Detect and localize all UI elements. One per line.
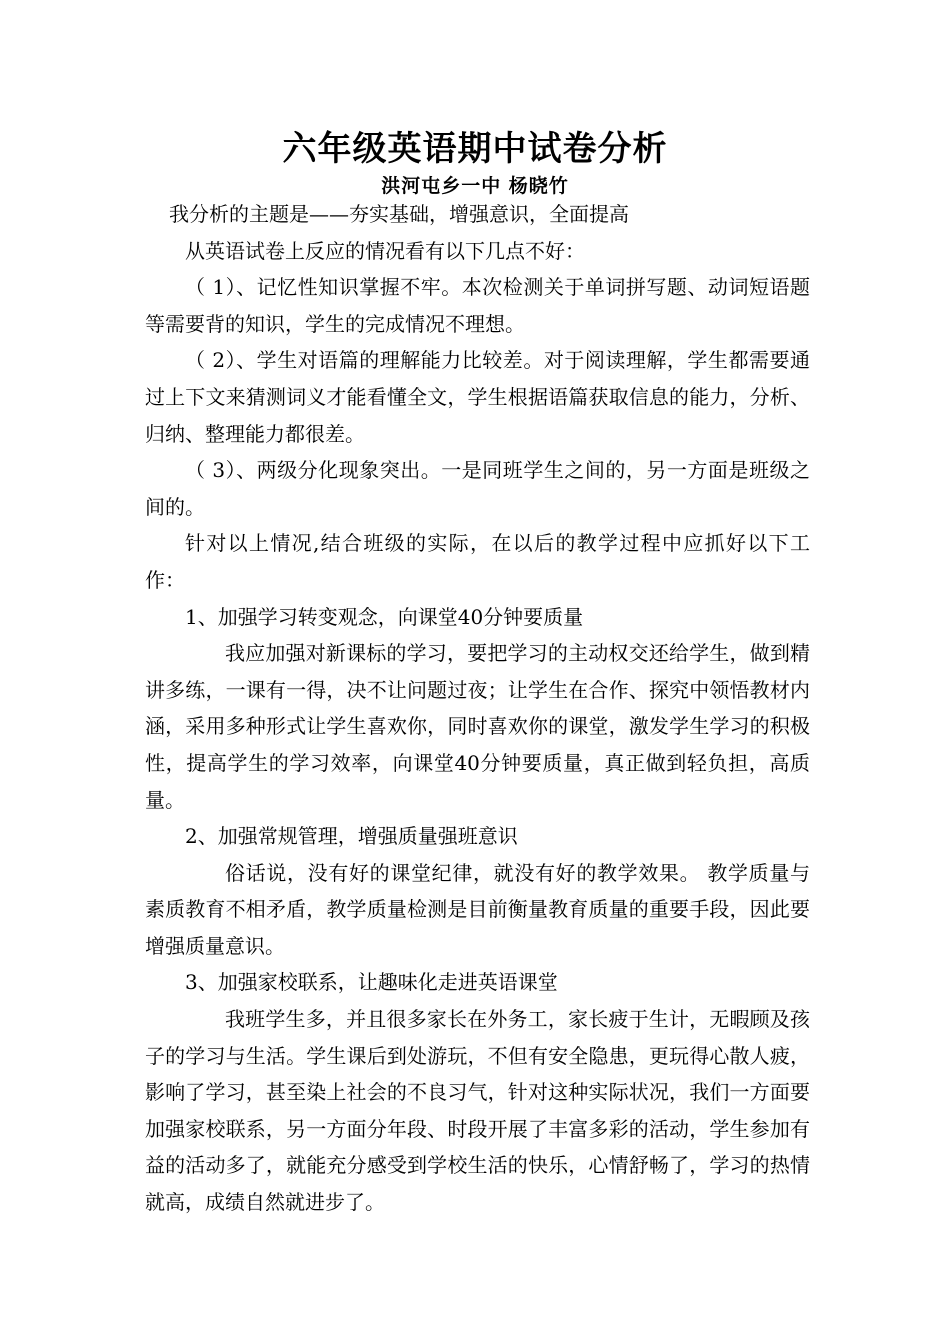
intro-paragraph: 从英语试卷上反应的情况看有以下几点不好：: [185, 238, 585, 263]
problem-paragraph-3: （ 3）、两级分化现象突出。一是同班学生之间的，另一方面是班级之间的。: [145, 458, 810, 519]
measure-paragraph-3: 我班学生多，并且很多家长在外务工，家长疲于生计，无暇顾及孩子的学习与生活。学生课后到处游玩，不但有安全隐患，更玩得心散人疲，影响了学习，甚至染上社会的不良习气，针对这种实际状况，我们一方面要加强家校联系，另一方面分年段、时段开展了丰富多彩的活动，学生参加有益的活动多了，就能充分感受到学校生活的快乐，心情舒畅了，学习的热情就高，成绩自然就进步了。: [145, 1007, 810, 1215]
author-line: 洪河屯乡一中 杨晓竹: [381, 175, 569, 197]
measure-heading-1: 1、加强学习转变观念，向课堂40分钟要质量: [185, 604, 584, 629]
problem-paragraph-1: （ 1）、记忆性知识掌握不牢。本次检测关于单词拼写题、动词短语题等需要背的知识，学生的完成情况不理想。: [145, 275, 810, 336]
measure-paragraph-2: 俗话说，没有好的课堂纪律，就没有好的教学效果。 教学质量与素质教育不相矛盾，教学质量检测是目前衡量教育质量的重要手段，因此要增强质量意识。: [145, 860, 810, 958]
theme-paragraph: 我分析的主题是——夯实基础，增强意识，全面提高: [169, 202, 629, 226]
document-title: 六年级英语期中试卷分析: [282, 129, 668, 169]
problem-paragraph-2: （ 2）、学生对语篇的理解能力比较差。对于阅读理解，学生都需要通过上下文来猜测词义才能看懂全文，学生根据语篇获取信息的能力，分析、归纳、整理能力都很差。: [145, 348, 810, 446]
measures-intro-paragraph: 针对以上情况,结合班级的实际，在以后的教学过程中应抓好以下工作：: [145, 531, 810, 592]
measure-paragraph-1: 我应加强对新课标的学习，要把学习的主动权交还给学生，做到精讲多练，一课有一得，决不让问题过夜；让学生在合作、探究中领悟教材内涵，采用多种形式让学生喜欢你，同时喜欢你的课堂，激发学生学习的积极性，提高学生的学习效率，向课堂40分钟要质量，真正做到轻负担，高质量。: [145, 641, 810, 812]
document-body: [145, 196, 810, 1221]
measure-heading-2: 2、加强常规管理，增强质量强班意识: [185, 824, 518, 849]
measure-heading-3: 3、加强家校联系，让趣味化走进英语课堂: [185, 970, 558, 995]
